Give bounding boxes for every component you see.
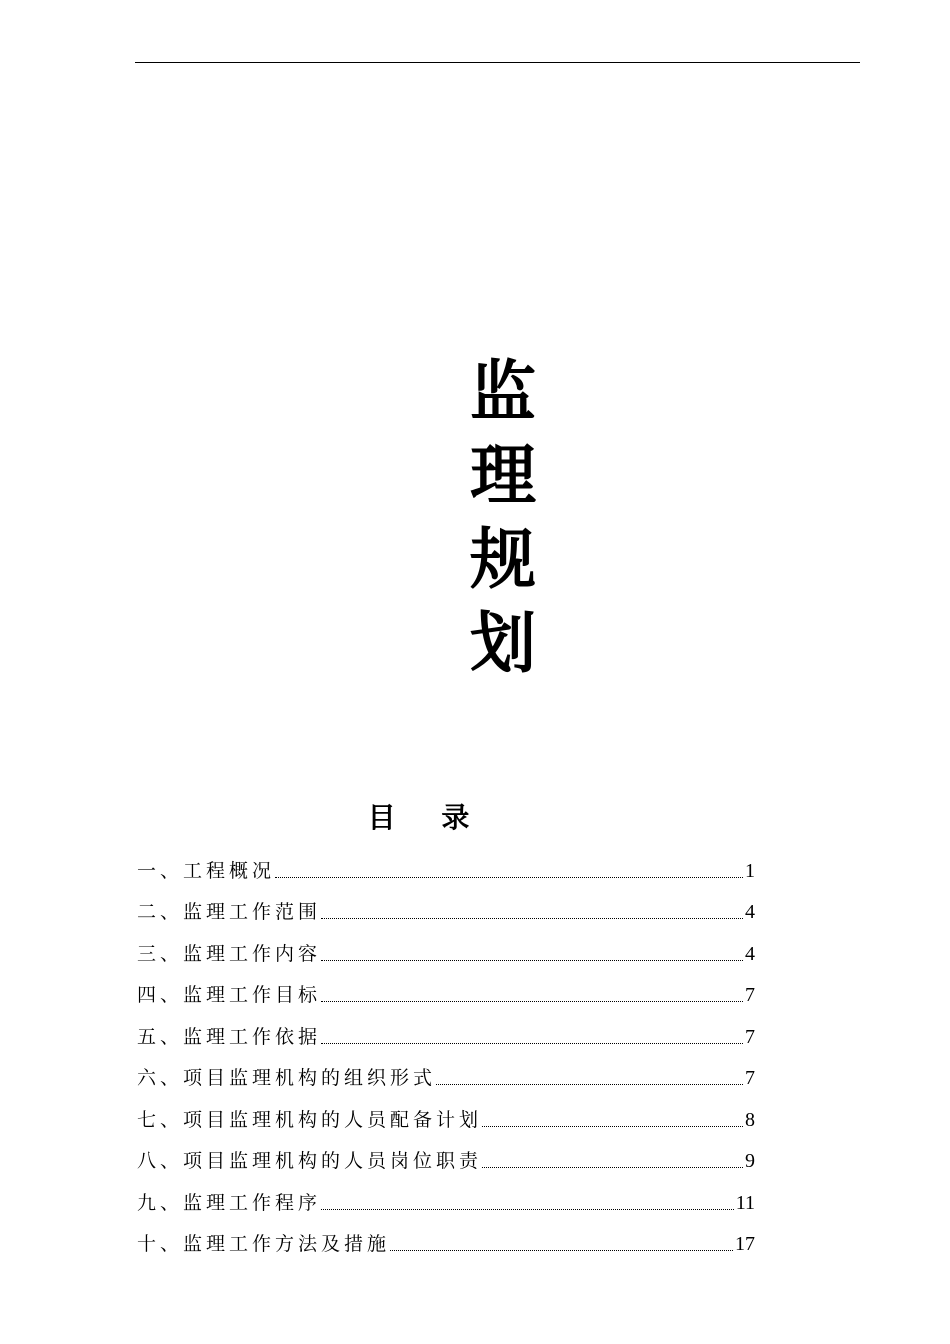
toc-entry[interactable]	[137, 1091, 755, 1133]
cover-title-char-4: 划	[470, 605, 536, 682]
toc-entry[interactable]	[137, 967, 755, 1009]
toc-entry-label: 十、监理工作方法及措施	[137, 1233, 391, 1255]
toc-entry[interactable]	[137, 842, 755, 884]
cover-title	[463, 350, 543, 686]
toc-entry[interactable]	[137, 1216, 755, 1258]
toc-dot-leader	[390, 1249, 733, 1251]
toc-entry[interactable]	[137, 925, 755, 967]
toc-dot-leader	[482, 1166, 743, 1168]
toc-entry-label: 九、监理工作程序	[137, 1191, 322, 1214]
toc-entry-page: 8	[745, 1108, 755, 1131]
toc-entry-page: 17	[735, 1233, 755, 1255]
toc-entry-page: 4	[745, 901, 755, 923]
cover-title-char-3: 规	[470, 521, 536, 598]
toc-entry-page: 7	[745, 1025, 755, 1048]
toc-entry-page: 4	[745, 942, 755, 965]
toc-dot-leader	[482, 1125, 743, 1127]
toc-dot-leader	[321, 1208, 734, 1210]
toc-dot-leader	[321, 959, 743, 961]
cover-title-char-1: 监	[470, 353, 536, 430]
cover-title-char-2: 理	[470, 437, 536, 514]
toc-list	[137, 842, 755, 1257]
toc-entry-page: 7	[745, 1067, 755, 1089]
toc-entry-page: 11	[735, 1191, 755, 1214]
toc-dot-leader	[275, 876, 743, 878]
toc-entry-page: 7	[745, 984, 755, 1006]
toc-entry-label: 一、工程概况	[137, 859, 276, 882]
toc-entry-label: 六、项目监理机构的组织形式	[137, 1067, 437, 1089]
toc-dot-leader	[321, 1042, 743, 1044]
toc-entry-label: 八、项目监理机构的人员岗位职责	[137, 1150, 483, 1172]
toc-entry[interactable]	[137, 1050, 755, 1092]
toc-entry-label: 三、监理工作内容	[137, 942, 322, 965]
toc-dot-leader	[321, 917, 743, 919]
toc-entry-label: 四、监理工作目标	[137, 984, 322, 1006]
toc-entry[interactable]	[137, 1008, 755, 1050]
header-rule	[135, 62, 860, 63]
toc-dot-leader	[321, 1000, 743, 1002]
toc-entry-label: 二、监理工作范围	[137, 901, 322, 923]
toc-entry-label: 五、监理工作依据	[137, 1025, 322, 1048]
toc-dot-leader	[436, 1083, 743, 1085]
toc-heading: 目 录	[367, 801, 488, 834]
toc-entry[interactable]	[137, 884, 755, 926]
toc-entry-page: 1	[745, 859, 755, 882]
toc-entry[interactable]	[137, 1133, 755, 1175]
toc-entry-label: 七、项目监理机构的人员配备计划	[137, 1108, 483, 1131]
toc-entry-page: 9	[745, 1150, 755, 1172]
toc-entry[interactable]	[137, 1174, 755, 1216]
